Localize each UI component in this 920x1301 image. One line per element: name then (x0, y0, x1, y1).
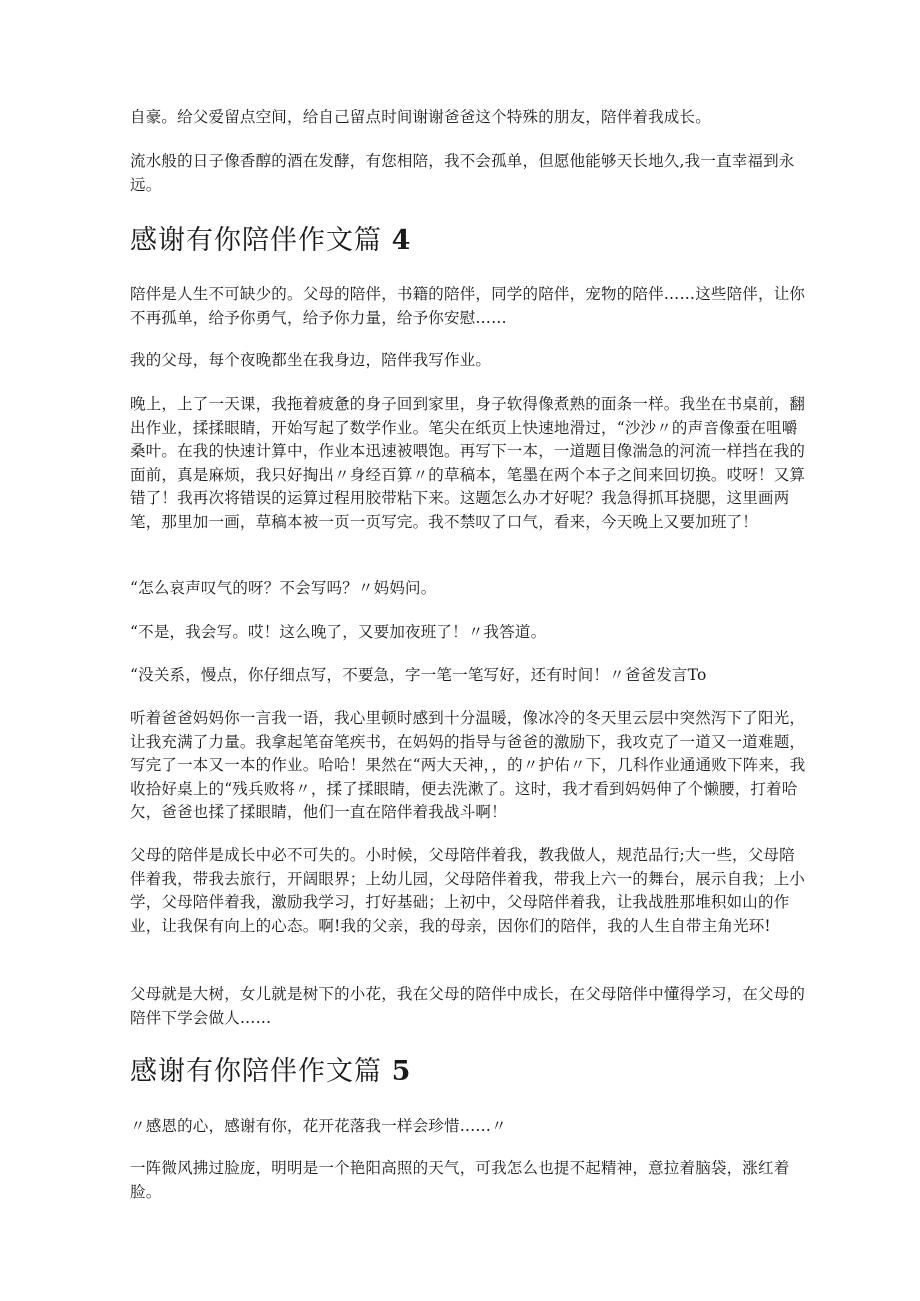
section-4-paragraph-4: “怎么哀声叹气的呀？不会写吗？〃妈妈问。 (130, 579, 437, 597)
section-4-paragraph-2: 我的父母，每个夜晚都坐在我身边，陪伴我写作业。 (130, 351, 492, 369)
section-4-number: 4 (391, 225, 412, 256)
section-5-paragraph-1: 〃感恩的心，感谢有你，花开花落我一样会珍惜……〃 (130, 1117, 507, 1135)
section-4-title: 感谢有你陪伴作文篇 (130, 225, 382, 256)
section-4-paragraph-5: “不是，我会写。哎！这么晚了，又要加夜班了！〃我答道。 (130, 623, 547, 641)
section-4-paragraph-9: 父母就是大树，女儿就是树下的小花，我在父母的陪伴中成长，在父母陪伴中懂得学习，在父母的陪伴下学会做人…… (130, 985, 806, 1027)
section-5-number: 5 (391, 1056, 412, 1087)
paragraph-intro-2: 流水般的日子像香醇的酒在发酵，有您相陪，我不会孤单，但愿他能够天长地久,我一直幸福到永远。 (130, 152, 795, 194)
section-4-heading (130, 224, 810, 258)
section-5-paragraph-2: 一阵微风拂过脸庞，明明是一个艳阳高照的天气，可我怎么也提不起精神，意拉着脑袋，涨红着脸。 (130, 1159, 790, 1201)
section-4-paragraph-6: “没关系，慢点，你仔细点写，不要急，字一笔一笔写好，还有时间！〃爸爸发言To (130, 666, 707, 684)
section-4-paragraph-7: 听着爸爸妈妈你一言我一语，我心里顿时感到十分温暖，像冰冷的冬天里云层中突然泻下了阳光，让我充满了力量。我拿起笔奋笔疾书，在妈妈的指导与爸爸的激励下，我攻克了一道又一道难题，写完了一本又一本的作业。哈哈！果然在“两大天神，，的〃护佑〃下，几科作业通通败下阵来，我收拾好桌上的“残兵败将〃，揉了揉眼睛，便去洗漱了。这时，我才看到妈妈伸了个懒腰，打着哈欠，爸爸也揉了揉眼睛，他们一直在陪伴着我战斗啊！ (130, 709, 806, 821)
paragraph-intro-1: 自豪。给父爱留点空间，给自己留点时间谢谢爸爸这个特殊的朋友，陪伴着我成长。 (130, 108, 711, 126)
section-5-title: 感谢有你陪伴作文篇 (130, 1056, 382, 1087)
section-4-paragraph-8: 父母的陪伴是成长中必不可失的。小时候，父母陪伴着我，教我做人，规范品行;大一些，父母陪伴着我，带我去旅行，开阔眼界；上幼儿园，父母陪伴着我，带我上六一的舞台，展示自我；上小学，父母陪伴着我，激励我学习，打好基础；上初中，父母陪伴着我，让我战胜那堆积如山的作业，让我保有向上的心态。啊!我的父亲，我的母亲，因你们的陪伴，我的人生自带主角光环! (130, 846, 806, 935)
section-4-paragraph-1: 陪伴是人生不可缺少的。父母的陪伴，书籍的陪伴，同学的陪伴，宠物的陪伴……这些陪伴，让你不再孤单，给予你勇气，给予你力量，给予你安慰…… (130, 285, 806, 327)
section-5-heading (130, 1055, 810, 1089)
section-4-paragraph-3: 晚上，上了一天课，我拖着疲惫的身子回到家里，身子软得像煮熟的面条一样。我坐在书桌前，翻出作业，揉揉眼睛，开始写起了数学作业。笔尖在纸页上快速地滑过，“沙沙〃的声音像蚕在咀嚼桑叶。在我的快速计算中，作业本迅速被喂饱。再写下一本，一道题目像湍急的河流一样挡在我的面前，真是麻烦，我只好掏出〃身经百算〃的草稿本，笔墨在两个本子之间来回切换。哎呀！又算错了！我再次将错误的运算过程用胶带粘下来。这题怎么办才好呢？我急得抓耳挠腮，这里画两笔，那里加一画，草稿本被一页一页写完。我不禁叹了口气，看来，今天晚上又要加班了！ (130, 395, 806, 531)
